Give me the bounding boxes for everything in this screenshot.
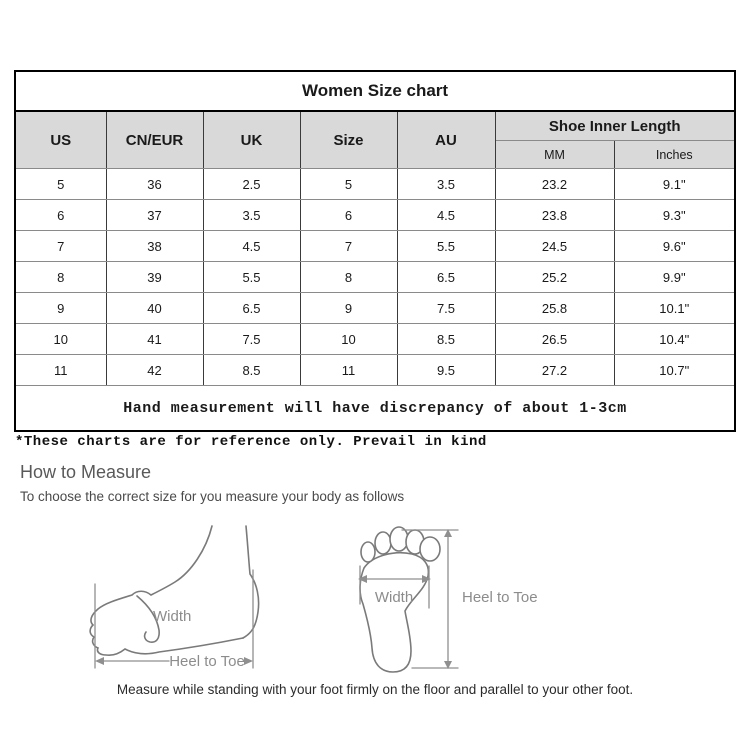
sole-width-label: Width: [374, 589, 414, 606]
cell: 4.5: [397, 200, 495, 231]
cell: 36: [106, 169, 203, 200]
measuring-instruction-caption: Measure while standing with your foot firmly on the floor and parallel to your other foot.: [116, 682, 634, 697]
cell: 25.2: [495, 262, 614, 293]
cell: 5: [300, 169, 397, 200]
cell: 23.8: [495, 200, 614, 231]
toe: [375, 532, 391, 554]
right-arrowhead-icon: [244, 657, 253, 665]
heel-outline: [243, 526, 259, 638]
table-row: [15, 200, 735, 231]
cell: 9.6": [614, 231, 735, 262]
cell: 9.3": [614, 200, 735, 231]
how-to-measure-heading: How to Measure: [20, 462, 152, 482]
cell: 7.5: [203, 324, 300, 355]
column-header-mm: MM: [495, 141, 614, 169]
table-row: [15, 324, 735, 355]
cell: 42: [106, 355, 203, 386]
column-header-shoe-inner-length: Shoe Inner Length: [495, 111, 735, 141]
cell: 5: [15, 169, 106, 200]
column-header-uk: UK: [203, 111, 300, 169]
table-row: [15, 169, 735, 200]
cell: 8: [300, 262, 397, 293]
cell: 9.5: [397, 355, 495, 386]
cell: 9: [15, 293, 106, 324]
cell: 6.5: [397, 262, 495, 293]
cell: 39: [106, 262, 203, 293]
side-heel-to-toe-label: Heel to Toe: [169, 653, 245, 670]
cell: 25.8: [495, 293, 614, 324]
side-width-label: Width: [153, 608, 192, 625]
column-header-cn-eur: CN/EUR: [106, 111, 203, 169]
cell: 41: [106, 324, 203, 355]
cell: 7.5: [397, 293, 495, 324]
foot-side-view-diagram: [85, 522, 355, 677]
cell: 10.1": [614, 293, 735, 324]
how-to-measure-subtitle: To choose the correct size for you measure your body as follows: [20, 489, 405, 504]
cell: 10.7": [614, 355, 735, 386]
foot-sole-view-diagram: [350, 518, 560, 678]
cell: 11: [15, 355, 106, 386]
cell: 10: [300, 324, 397, 355]
left-arrowhead-icon: [95, 657, 104, 665]
column-header-inches: Inches: [614, 141, 735, 169]
table-row: [15, 355, 735, 386]
cell: 6: [15, 200, 106, 231]
cell: 27.2: [495, 355, 614, 386]
column-header-size: Size: [300, 111, 397, 169]
cell: 4.5: [203, 231, 300, 262]
column-header-au: AU: [397, 111, 495, 169]
cell: 5.5: [397, 231, 495, 262]
cell: 40: [106, 293, 203, 324]
table-footer-row: [15, 386, 735, 432]
size-chart-table: [14, 70, 736, 432]
table-title-row: [15, 71, 735, 111]
cell: 26.5: [495, 324, 614, 355]
table-row: [15, 293, 735, 324]
cell: 7: [300, 231, 397, 262]
cell: 11: [300, 355, 397, 386]
cell: 6: [300, 200, 397, 231]
sole-outline: [360, 553, 428, 672]
foot-outline: [90, 526, 243, 655]
cell: 24.5: [495, 231, 614, 262]
cell: 2.5: [203, 169, 300, 200]
cell: 3.5: [203, 200, 300, 231]
cell: 3.5: [397, 169, 495, 200]
cell: 6.5: [203, 293, 300, 324]
measurement-discrepancy-note: Hand measurement will have discrepancy of about 1-3cm: [15, 386, 735, 432]
cell: 10.4": [614, 324, 735, 355]
table-header-row: [15, 111, 735, 141]
sole-heel-to-toe-label: Heel to Toe: [462, 589, 538, 606]
cell: 10: [15, 324, 106, 355]
cell: 8.5: [203, 355, 300, 386]
toe: [420, 537, 440, 561]
cell: 37: [106, 200, 203, 231]
reference-only-note: *These charts are for reference only. Prevail in kind: [15, 434, 487, 450]
cell: 9: [300, 293, 397, 324]
cell: 9.9": [614, 262, 735, 293]
table-title: Women Size chart: [15, 71, 735, 111]
toe: [361, 542, 375, 562]
cell: 23.2: [495, 169, 614, 200]
cell: 7: [15, 231, 106, 262]
table-row: [15, 231, 735, 262]
cell: 9.1": [614, 169, 735, 200]
column-header-us: US: [15, 111, 106, 169]
cell: 8.5: [397, 324, 495, 355]
cell: 38: [106, 231, 203, 262]
cell: 5.5: [203, 262, 300, 293]
cell: 8: [15, 262, 106, 293]
table-row: [15, 262, 735, 293]
